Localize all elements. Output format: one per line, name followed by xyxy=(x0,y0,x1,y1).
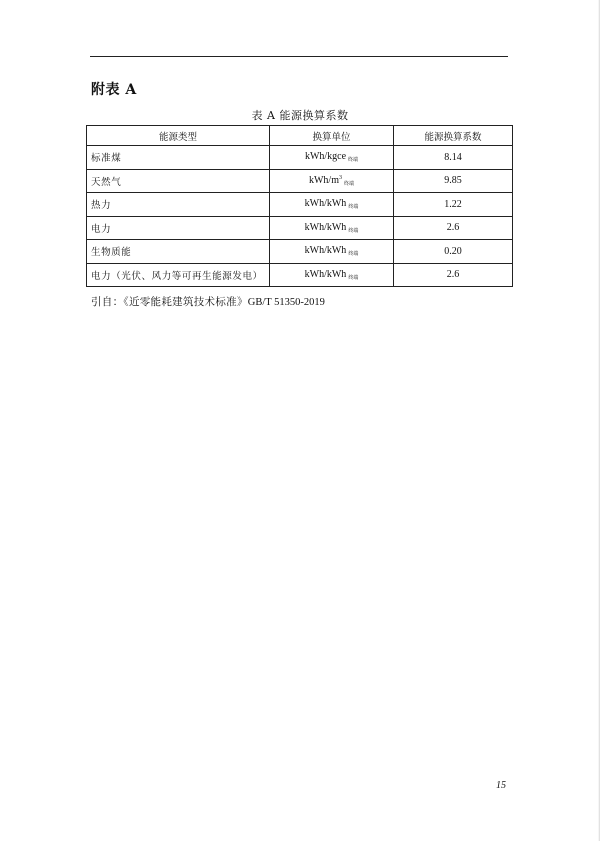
unit-text: kWh/kWh xyxy=(304,198,347,210)
header-conversion-coefficient: 能源换算系数 xyxy=(394,126,513,146)
table-row xyxy=(87,240,513,264)
page-number: 15 xyxy=(496,780,506,791)
unit-subscript: 终端 xyxy=(348,158,359,164)
header-conversion-unit: 换算单位 xyxy=(270,126,394,146)
table-row xyxy=(87,146,513,170)
energy-conversion-table xyxy=(86,125,513,287)
energy-type-cell: 热力 xyxy=(87,193,270,217)
table-row xyxy=(87,169,513,193)
citation-prefix: 引自：《近零能耗建筑技术标准》 xyxy=(91,296,248,308)
unit-superscript: 3 xyxy=(338,174,342,181)
energy-type-cell: 生物质能 xyxy=(87,240,270,264)
unit-text: kWh/m xyxy=(308,174,339,186)
unit-text: kWh/kWh xyxy=(304,221,347,233)
citation-standard-code: GB/T 51350-2019 xyxy=(247,297,325,308)
unit-cell xyxy=(270,169,394,193)
appendix-title: 附表 A xyxy=(91,82,137,98)
energy-type-cell: 电力（光伏、风力等可再生能源发电） xyxy=(87,263,270,287)
coefficient-cell: 9.85 xyxy=(394,169,513,193)
unit-subscript: 终端 xyxy=(348,228,359,234)
source-citation xyxy=(91,294,325,309)
header-rule xyxy=(90,56,508,57)
table-row xyxy=(87,263,513,287)
energy-type-cell: 天然气 xyxy=(87,169,270,193)
unit-cell xyxy=(270,216,394,240)
unit-text: kWh/kWh xyxy=(304,245,347,257)
unit-subscript: 终端 xyxy=(348,205,359,211)
unit-text: kWh/kgce xyxy=(304,151,347,163)
unit-cell xyxy=(270,263,394,287)
table-row xyxy=(87,193,513,217)
header-energy-type: 能源类型 xyxy=(87,126,270,146)
unit-subscript: 终端 xyxy=(348,275,359,281)
coefficient-cell: 8.14 xyxy=(394,146,513,170)
unit-subscript: 终端 xyxy=(343,181,354,187)
unit-cell xyxy=(270,146,394,170)
table-caption: 表 A 能源换算系数 xyxy=(251,109,349,122)
energy-type-cell: 标准煤 xyxy=(87,146,270,170)
unit-subscript: 终端 xyxy=(348,252,359,258)
unit-text: kWh/kWh xyxy=(304,268,347,280)
coefficient-cell: 2.6 xyxy=(394,263,513,287)
unit-cell xyxy=(270,240,394,264)
table-row xyxy=(87,216,513,240)
unit-cell xyxy=(270,193,394,217)
energy-type-cell: 电力 xyxy=(87,216,270,240)
table-header-row xyxy=(87,126,513,146)
coefficient-cell: 2.6 xyxy=(394,216,513,240)
coefficient-cell: 1.22 xyxy=(394,193,513,217)
coefficient-cell: 0.20 xyxy=(394,240,513,264)
